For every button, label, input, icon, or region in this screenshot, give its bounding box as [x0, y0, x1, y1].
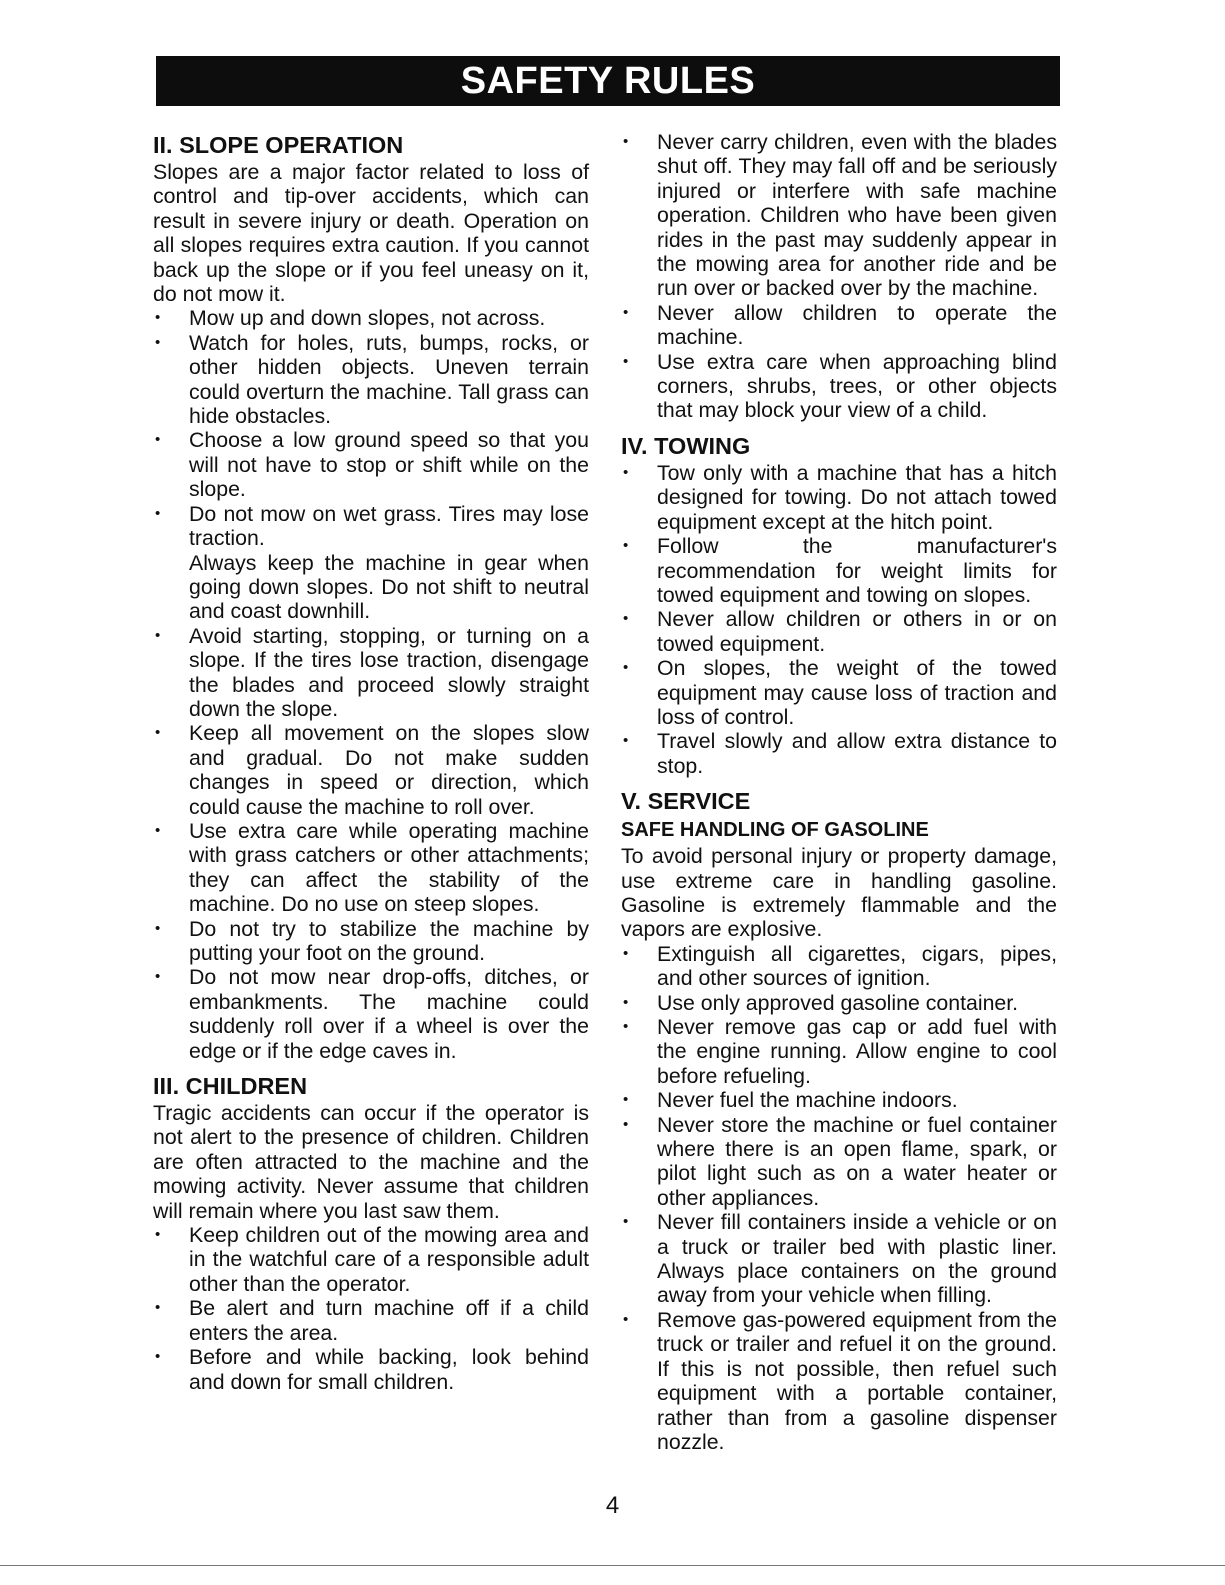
list-item: • Never allow children or others in or on towed equipment. — [621, 607, 1057, 656]
list-item: • Follow the manufacturer's recommendation for weight limits for towed equipment and towing on slopes. — [621, 534, 1057, 607]
list-item: • Keep all movement on the slopes slow and gradual. Do not make sudden changes in speed or direction, which could cause the machine to roll over. — [153, 721, 589, 819]
children-heading: III. CHILDREN — [153, 1073, 308, 1100]
list-item: • Avoid starting, stopping, or turning on a slope. If the tires lose traction, disengage the blades and proceed slowly straight down the slope. — [153, 624, 589, 722]
gasoline-bullet-list — [621, 942, 1057, 1455]
list-item: • Never fill containers inside a vehicle or on a truck or trailer bed with plastic liner. Always place containers on the ground away from your vehicle when filling. — [621, 1210, 1057, 1308]
children-intro: Tragic accidents can occur if the operator is not alert to the presence of children. Children are often attracted to the machine and the mowing activity. Never assume that children will remain where you last saw them. — [153, 1101, 589, 1223]
list-item: • Be alert and turn machine off if a child enters the area. — [153, 1296, 589, 1345]
children-bullet-list — [153, 1223, 589, 1394]
towing-bullet-list — [621, 461, 1057, 778]
page-title-banner: SAFETY RULES — [156, 56, 1060, 106]
list-item: • Use extra care when approaching blind corners, shrubs, trees, or other objects that may block your view of a child. — [621, 350, 1057, 423]
list-item: • Extinguish all cigarettes, cigars, pipes, and other sources of ignition. — [621, 942, 1057, 991]
list-item: • Do not mow near drop-offs, ditches, or embankments. The machine could suddenly roll over if a wheel is over the edge or if the edge caves in. — [153, 965, 589, 1063]
list-item: Always keep the machine in gear when going down slopes. Do not shift to neutral and coast downhill. — [189, 550, 589, 624]
left-column — [153, 130, 589, 1394]
list-item: • Never carry children, even with the blades shut off. They may fall off and be seriously injured or interfere with safe machine operation. Children who have been given rides in the past may suddenly appear in the mowing area for another ride and be run over or backed over by the machine. — [621, 130, 1057, 301]
bottom-divider — [0, 1565, 1225, 1566]
list-item: • On slopes, the weight of the towed equipment may cause loss of traction and loss of control. — [621, 656, 1057, 729]
list-item: • Do not try to stabilize the machine by putting your foot on the ground. — [153, 917, 589, 966]
service-intro: To avoid personal injury or property damage, use extreme care in handling gasoline. Gasoline is extremely flammable and the vapors are explosive. — [621, 844, 1057, 942]
list-item: • Before and while backing, look behind and down for small children. — [153, 1345, 589, 1394]
slope-heading: II. SLOPE OPERATION — [153, 132, 404, 158]
page-number: 4 — [605, 1492, 620, 1519]
list-item: • Mow up and down slopes, not across. — [153, 306, 589, 330]
list-item: • Tow only with a machine that has a hitch designed for towing. Do not attach towed equipment except at the hitch point. — [621, 461, 1057, 534]
list-item: • Never store the machine or fuel container where there is an open flame, spark, or pilot light such as on a water heater or other appliances. — [621, 1113, 1057, 1211]
list-item: • Do not mow on wet grass. Tires may lose traction. — [153, 502, 589, 551]
children-bullet-list-continued — [621, 130, 1057, 423]
list-item: • Choose a low ground speed so that you will not have to stop or shift while on the slope. — [153, 428, 589, 501]
list-item: • Use only approved gasoline container. — [621, 991, 1057, 1015]
service-heading: V. SERVICE — [621, 788, 751, 815]
list-item: • Never allow children to operate the machine. — [621, 301, 1057, 350]
list-item: • Travel slowly and allow extra distance to stop. — [621, 729, 1057, 778]
slope-bullet-list — [153, 306, 589, 1063]
towing-heading: IV. TOWING — [621, 432, 751, 459]
list-item: • Never remove gas cap or add fuel with the engine running. Allow engine to cool before refueling. — [621, 1015, 1057, 1088]
list-item: • Use extra care while operating machine with grass catchers or other attachments; they can affect the stability of the machine. Do no use on steep slopes. — [153, 819, 589, 917]
list-item: • Watch for holes, ruts, bumps, rocks, or other hidden objects. Uneven terrain could overturn the machine. Tall grass can hide obstacles. — [153, 331, 589, 429]
list-item: • Never fuel the machine indoors. — [621, 1088, 1057, 1112]
list-item: • Keep children out of the mowing area and in the watchful care of a responsible adult other than the operator. — [153, 1223, 589, 1296]
list-item: • Remove gas-powered equipment from the truck or trailer and refuel it on the ground. If this is not possible, then refuel such equipment with a portable container, rather than from a gasoline dispenser nozzle. — [621, 1308, 1057, 1454]
right-column — [621, 130, 1057, 1454]
gasoline-subheading: SAFE HANDLING OF GASOLINE — [621, 819, 929, 842]
slope-intro: Slopes are a major factor related to loss of control and tip-over accidents, which can result in severe injury or death. Operation on all slopes requires extra caution. If you cannot back up the slope or if you feel uneasy on it, do not mow it. — [153, 160, 589, 307]
